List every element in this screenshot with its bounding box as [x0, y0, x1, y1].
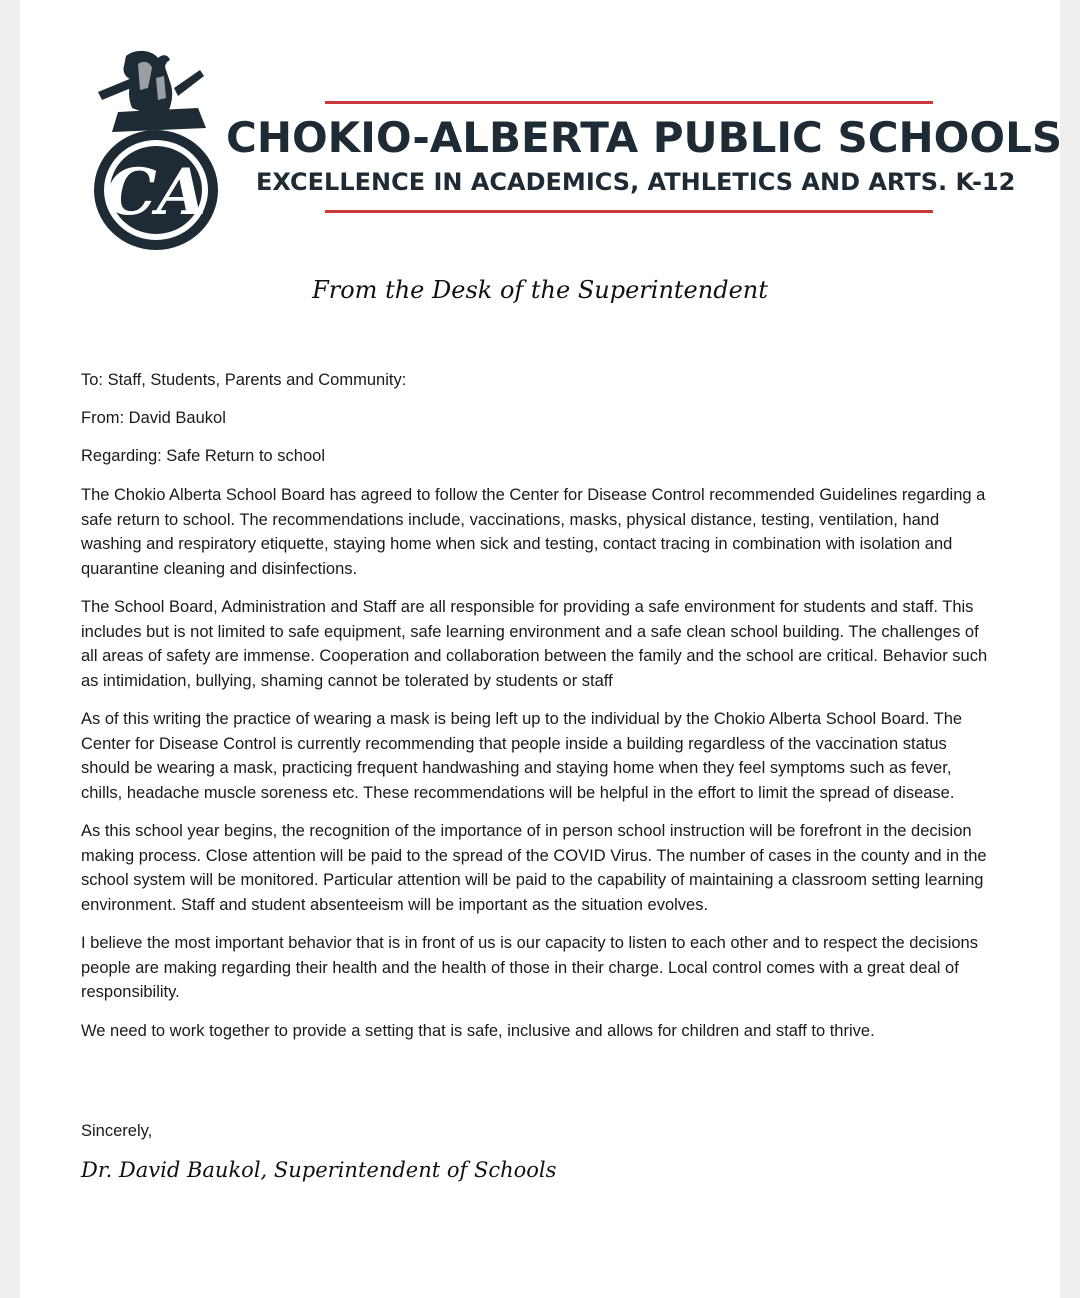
svg-text:CA: CA	[105, 155, 207, 230]
paragraph: We need to work together to provide a setting that is safe, inclusive and allows for children and staff to thrive.	[81, 1021, 875, 1040]
memo-to: To: Staff, Students, Parents and Community:	[81, 371, 407, 389]
school-tagline: EXCELLENCE IN ACADEMICS, ATHLETICS AND ARTS. K-12	[256, 168, 1016, 196]
letter-body	[81, 483, 996, 1057]
memo-regarding: Regarding: Safe Return to school	[81, 447, 325, 465]
letterhead-top-rule	[325, 101, 933, 104]
spartan-logo	[88, 48, 228, 254]
paragraph: The Chokio Alberta School Board has agreed to follow the Center for Disease Control recommended Guidelines regarding a safe return to school. The recommendations include, vaccinations, masks, physical distance, testing, ventilation, hand washing and respiratory etiquette, staying home when sick and testing, contact tracing in combination with isolation and quarantine cleaning and disinfections.	[81, 486, 986, 578]
desk-title: From the Desk of the Superintendent	[312, 276, 768, 304]
paragraph: The School Board, Administration and Staff are all responsible for providing a safe environment for students and staff. This includes but is not limited to safe equipment, safe learning environment and a safe clean school building. The challenges of all areas of safety are immense. Cooperation and collaboration between the family and the school are critical. Behavior such as intimidation, bullying, shaming cannot be tolerated by students or staff	[81, 598, 988, 690]
paragraph: As of this writing the practice of wearing a mask is being left up to the individual by the Chokio Alberta School Board. The Center for Disease Control is currently recommending that people inside a building regardless of the vaccination status should be wearing a mask, practicing frequent handwashing and staying home when they feel symptoms such as fever, chills, headache muscle soreness etc. These recommendations will be helpful in the effort to limit the spread of disease.	[81, 710, 963, 802]
letterhead-bottom-rule	[325, 210, 933, 213]
closing: Sincerely,	[81, 1122, 153, 1140]
memo-from: From: David Baukol	[81, 409, 226, 427]
paragraph: I believe the most important behavior that is in front of us is our capacity to listen to each other and to respect the decisions people are making regarding their health and the health of those in their charge. Local control comes with a great deal of responsibility.	[81, 934, 978, 1001]
paragraph: As this school year begins, the recognition of the importance of in person school instruction will be forefront in the decision making process. Close attention will be paid to the spread of the COVID Virus. The number of cases in the county and in the school system will be monitored. Particular attention will be paid to the capability of maintaining a classroom setting learning environment. Staff and student absenteeism will be important as the situation evolves.	[81, 822, 987, 914]
school-name: CHOKIO-ALBERTA PUBLIC SCHOOLS	[226, 113, 1063, 162]
signature: Dr. David Baukol, Superintendent of Schools	[81, 1158, 557, 1182]
